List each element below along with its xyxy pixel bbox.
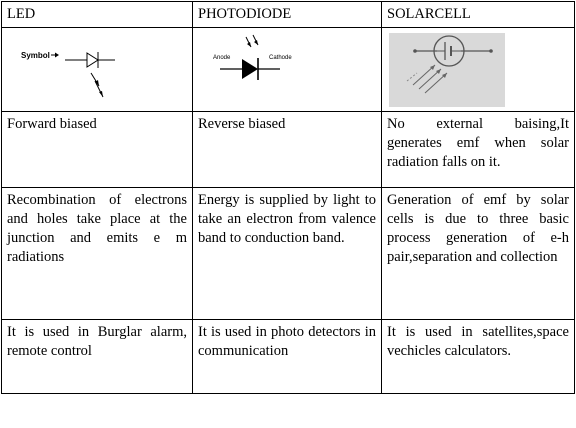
table-row [2, 320, 575, 394]
header-row [2, 2, 575, 28]
solarcell-application-cell: It is used in satellites,space vechicles calculators. [382, 320, 575, 394]
header-led: LED [2, 2, 193, 28]
led-symbol-cell [2, 28, 193, 112]
photodiode-anode-label: Anode [213, 55, 231, 61]
photodiode-application-cell: It is used in photo detectors in communication [193, 320, 382, 394]
photodiode-symbol-icon [198, 31, 382, 111]
header-solarcell: SOLARCELL [382, 2, 575, 28]
photodiode-bias-cell: Reverse biased [193, 112, 382, 188]
led-symbol-icon [7, 31, 193, 111]
solar-cell-symbol-icon [387, 31, 575, 111]
led-bias-cell: Forward biased [2, 112, 193, 188]
led-principle-cell: Recombination of electrons and holes take place at the junction and emits e m radiations [2, 188, 193, 320]
header-photodiode: PHOTODIODE [193, 2, 382, 28]
solarcell-bias-cell: No external baising,It generates emf when solar radiation falls on it. [382, 112, 575, 188]
photodiode-cathode-label: Cathode [269, 55, 292, 61]
table-row [2, 112, 575, 188]
solarcell-principle-cell: Generation of emf by solar cells is due to three basic process generation of e-h pair,separation and collection [382, 188, 575, 320]
photodiode-symbol-cell [193, 28, 382, 112]
led-application-cell: It is used in Burglar alarm, remote control [2, 320, 193, 394]
comparison-table [1, 1, 575, 394]
led-symbol-label: Symbol [21, 51, 50, 60]
symbol-row [2, 28, 575, 112]
solarcell-symbol-cell [382, 28, 575, 112]
photodiode-principle-cell: Energy is supplied by light to take an electron from valence band to conduction band. [193, 188, 382, 320]
table-row [2, 188, 575, 320]
